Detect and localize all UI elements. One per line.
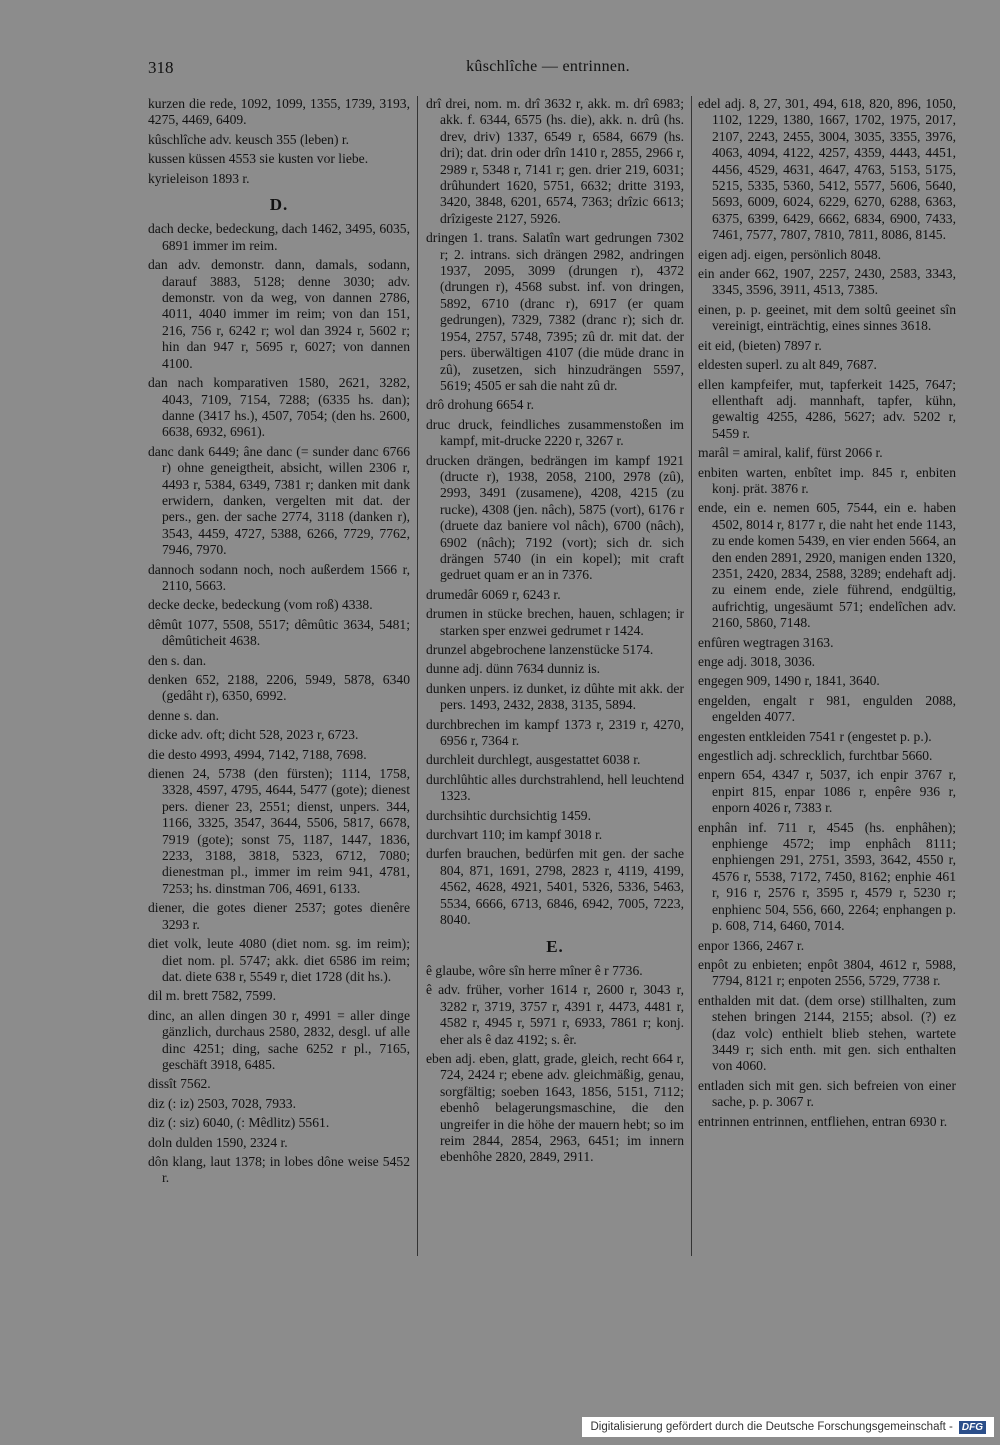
dictionary-entry: enthalden mit dat. (dem orse) stillhalten, zum stehen bringen 2144, 2155; absol. (?) ez (daz volc) enthielt blieb stehen, wartete 3449 r; sich enth. mit gen. sich enthalten von 4060. (698, 992, 956, 1074)
dictionary-entry: dinc, an allen dingen 30 r, 4991 = aller dinge gänzlich, durchaus 2580, 2832, desgl. uf alle dinc 4251; ding, sache 6252 r pl., 7165, geschäft 3918, 6485. (148, 1007, 410, 1072)
dictionary-entry: dissît 7562. (148, 1076, 211, 1092)
dictionary-entry: engesten entkleiden 7541 r (engestet p. p.). (698, 728, 932, 744)
dictionary-entry: drucken drängen, bedrängen im kampf 1921 (dructe r), 1938, 2058, 2100, 2978 (zû), 2993, 3491 (zusamene), 4208, 4215 (zu rucke), 4308 (jen. nâch), 5875 (vort), 6176 r (druete daz baniere vol nâch), 6700 (nâch), 6902 (nâch); 7192 (vort); sich dr. sich drängen 5740 (in ein kopel); mit craft gedruet quam er an in 7376. (426, 452, 684, 583)
dictionary-entry: ellen kampfeifer, mut, tapferkeit 1425, 7647; ellenthaft adj. mannhaft, tapfer, kühn, gewaltig 4255, 4286, 5627; adv. 5202 r, 5459 r. (698, 376, 956, 441)
dictionary-entry: drô drohung 6654 r. (426, 397, 534, 413)
dictionary-entry: dach decke, bedeckung, dach 1462, 3495, 6035, 6891 immer im reim. (148, 221, 410, 253)
dictionary-entry: enpôt zu enbieten; enpôt 3804, 4612 r, 5988, 7794, 8121 r; enpoten 2556, 5729, 7738 r. (698, 956, 956, 989)
dictionary-column-2 (426, 96, 684, 1169)
dictionary-entry: diener, die gotes diener 2537; gotes dienêre 3293 r. (148, 900, 410, 932)
dictionary-entry: eit eid, (bieten) 7897 r. (698, 337, 822, 353)
page-number: 318 (148, 58, 174, 77)
dictionary-entry: diz (: iz) 2503, 7028, 7933. (148, 1095, 296, 1111)
page-header (148, 58, 948, 80)
dictionary-entry: durchleit durchlegt, ausgestattet 6038 r. (426, 752, 641, 768)
dictionary-entry: dringen 1. trans. Salatîn wart gedrungen 7302 r; 2. intrans. sich drängen 2982, andringen 1937, 2095, 3099 (drungen r), 4372 (drungen r), 4568 subst. inf. von dringen, 5892, 6710 (dranc r), 6917 (er quam gedrungen), 7329, 7382 (dranc r); sich dr. 1954, 2757, 5748, 7395; zû dr. mit dat. der pers. überwältigen 4107 (die müde dranc in zû), zusetzen, sich hinzudrängen 5597, 5619; 4505 er sah die naht zû dr. (426, 230, 684, 393)
dictionary-entry: drumen in stücke brechen, hauen, schlagen; ir starken sper enzwei gedrumet r 1424. (426, 606, 684, 638)
dictionary-entry: durchlûhtic alles durchstrahlend, hell leuchtend 1323. (426, 771, 684, 804)
dictionary-entry: kussen küssen 4553 sie kusten vor liebe. (148, 151, 369, 167)
dictionary-entry: ê adv. früher, vorher 1614 r, 2600 r, 3043 r, 3282 r, 3719, 3757 r, 4391 r, 4473, 4481 r, 4582 r, 4945 r, 5971 r, 6933, 7861 r; konj. eher als ê daz 4192; s. êr. (426, 982, 684, 1047)
funding-footer (582, 1417, 994, 1437)
dictionary-entry: ê glaube, wôre sîn herre mîner ê r 7736. (426, 962, 643, 978)
dictionary-entry: kûschlîche adv. keusch 355 (leben) r. (148, 131, 350, 147)
dictionary-entry: kurzen die rede, 1092, 1099, 1355, 1739, 3193, 4275, 4469, 6409. (148, 96, 410, 128)
dictionary-entry: denne s. dan. (148, 707, 219, 723)
dictionary-entry: durchbrechen im kampf 1373 r, 2319 r, 4270, 6956 r, 7364 r. (426, 716, 684, 749)
dictionary-entry: durchvart 110; im kampf 3018 r. (426, 827, 603, 843)
dictionary-entry: dêmût 1077, 5508, 5517; dêmûtic 3634, 5481; dêmûticheit 4638. (148, 616, 410, 649)
dictionary-entry: entrinnen entrinnen, entfliehen, entran 6930 r. (698, 1113, 948, 1129)
dictionary-entry: enbiten warten, enbîtet imp. 845 r, enbiten konj. prät. 3876 r. (698, 464, 956, 496)
dictionary-entry: diet volk, leute 4080 (diet nom. sg. im reim); diet nom. pl. 5747; akk. diet 6586 im reim; dat. diete 638 r, 5549 r, diet 1728 (dit hs.). (148, 936, 410, 984)
dictionary-entry: kyrieleison 1893 r. (148, 170, 250, 186)
dictionary-entry: edel adj. 8, 27, 301, 494, 618, 820, 896, 1050, 1102, 1229, 1380, 1667, 1702, 1975, 2017, 2107, 2243, 2455, 3004, 3035, 3355, 3976, 4063, 4094, 4122, 4257, 4359, 4443, 4451, 4456, 4529, 4631, 4647, 4763, 5153, 5175, 5215, 5335, 5360, 5412, 5577, 5606, 5640, 5693, 6009, 6024, 6229, 6270, 6288, 6363, 6375, 6399, 6429, 6662, 6834, 6900, 7433, 7461, 7577, 7807, 7810, 7811, 8086, 8145. (698, 96, 956, 243)
dictionary-entry: enpor 1366, 2467 r. (698, 937, 805, 953)
dictionary-entry: den s. dan. (148, 652, 207, 668)
dictionary-entry: dunne adj. dünn 7634 dunniz is. (426, 661, 601, 677)
dictionary-entry: engestlich adj. schrecklich, furchtbar 5660. (698, 748, 933, 764)
dictionary-entry: ein ander 662, 1907, 2257, 2430, 2583, 3343, 3345, 3596, 3911, 4513, 7385. (698, 266, 956, 298)
dictionary-entry: engelden, engalt r 981, engulden 2088, engelden 4077. (698, 692, 956, 725)
dictionary-entry: doln dulden 1590, 2324 r. (148, 1134, 288, 1150)
dictionary-entry: drunzel abgebrochene lanzenstücke 5174. (426, 642, 654, 657)
dictionary-entry: enphân inf. 711 r, 4545 (hs. enphâhen); enphienge 4572; imp enphâch 8111; enphiengen 291, 2751, 3593, 3642, 4550 r, 4576 r, 5538, 7172, 7450, 8162; enphie 461 r, 916 r, 2576 r, 3595 r, 4579 r, 5230 r; enphienc 504, 556, 660, 2264; enphangen p. p. 608, 714, 6460, 7014. (698, 819, 956, 934)
dictionary-entry: entladen sich mit gen. sich befreien von einer sache, p. p. 3067 r. (698, 1077, 956, 1110)
dictionary-entry: dunken unpers. iz dunket, iz dûhte mit akk. der pers. 1493, 2432, 2838, 3135, 5894. (426, 680, 684, 713)
dictionary-entry: marâl = amiral, kalif, fürst 2066 r. (698, 445, 883, 461)
dictionary-entry: enpern 654, 4347 r, 5037, ich enpir 3767 r, enpirt 815, enpar 1086 r, enpêre 936 r, enporn 4026 r, 7383 r. (698, 767, 956, 816)
dictionary-entry: ende, ein e. nemen 605, 7544, ein e. haben 4502, 8014 r, 8177 r, die naht het ende 1143, zu ende komen 5439, en vier enden 5664, an den enden 2891, 2920, manigen enden 1320, 2351, 2420, 2834, 2588, 3289; endehaft adj. zu einem ende, ziele führend, endgültig, aufrichtig, ungesäumt 571; endelîchen adv. 2160, 5860, 7148. (698, 500, 956, 631)
letter-heading: D. (269, 195, 289, 215)
dictionary-entry: dôn klang, laut 1378; in lobes dône weise 5452 r. (148, 1153, 410, 1186)
dictionary-entry: dicke adv. oft; dicht 528, 2023 r, 6723. (148, 727, 359, 743)
dictionary-entry: eigen adj. eigen, persönlich 8048. (698, 246, 882, 262)
dictionary-entry: druc druck, feindliches zusammenstoßen im kampf, mit-drucke 2220 r, 3267 r. (426, 416, 684, 449)
dictionary-entry: enge adj. 3018, 3036. (698, 654, 816, 669)
dictionary-entry: dan nach komparativen 1580, 2621, 3282, 4043, 7109, 7154, 7288; (6335 hs. dan); danne (3417 hs.), 4507, 7054; (den hs. 2600, 6638, 6932, 6961). (148, 375, 410, 440)
dictionary-entry: durfen brauchen, bedürfen mit gen. der sache 804, 871, 1691, 2798, 2823 r, 4119, 4199, 4562, 4628, 4921, 5401, 5326, 5336, 5463, 5534, 6666, 6713, 6846, 6942, 7005, 7223, 8040. (426, 846, 684, 928)
dictionary-entry: die desto 4993, 4994, 7142, 7188, 7698. (148, 746, 367, 762)
column-rule (691, 96, 692, 1256)
dictionary-entry: decke decke, bedeckung (vom roß) 4338. (148, 597, 373, 613)
dfg-logo: DFG (959, 1421, 986, 1434)
dictionary-entry: dienen 24, 5738 (den fürsten); 1114, 1758, 3328, 4597, 4795, 4644, 5477 (gote); dienest pers. diener 23, 2551; dienst, unpers. 344, 1166, 3325, 3547, 3644, 5506, 5817, 6678, 7919 (gote); sonst 75, 1187, 1447, 1836, 2233, 3188, 3818, 5323, 6712, 7080; dienestman pl., immer im reim 941, 4781, 7253; hs. dinstman 706, 4691, 6133. (148, 766, 410, 896)
footer-text: Digitalisierung gefördert durch die Deutsche Forschungsgemeinschaft - (590, 1421, 953, 1433)
dictionary-entry: dan adv. demonstr. dann, damals, sodann, darauf 3883, 5128; denne 3030; adv. demonstr. von da weg, von dannen 2786, 4011, 4040 immer im reim; von dan 151, 216, 756 r, 6242 r; wol dan 3924 r, 5602 r; hin dan 947 r, 5695 r, 6027; von dannen 4100. (148, 257, 410, 371)
dictionary-entry: dil m. brett 7582, 7599. (148, 988, 276, 1004)
dictionary-entry: diz (: siz) 6040, (: Mêdlitz) 5561. (148, 1115, 330, 1131)
running-head: kûschlîche — entrinnen. (466, 58, 630, 75)
dictionary-entry: durchsihtic durchsichtig 1459. (426, 807, 591, 823)
dictionary-entry: engegen 909, 1490 r, 1841, 3640. (698, 673, 880, 689)
dictionary-entry: einen, p. p. geeinet, mit dem soltû geeinet sîn vereinigt, einträchtig, eines sinnes 3618. (698, 301, 956, 334)
dictionary-entry: danc dank 6449; âne danc (= sunder danc 6766 r) ohne geneigtheit, absicht, willen 2306 r, 4493 r, 5384, 6349, 7381 r; danken mit dank erwidern, danken, vergelten mit dat. der pers., gen. der sache 2774, 3118 (danken r), 3543, 4459, 4727, 5388, 6266, 7729, 7762, 7946, 7970. (148, 443, 410, 558)
column-rule (417, 96, 418, 1256)
dictionary-entry: drumedâr 6069 r, 6243 r. (426, 586, 561, 602)
dictionary-entry: eldesten superl. zu alt 849, 7687. (698, 357, 877, 373)
dictionary-entry: eben adj. eben, glatt, grade, gleich, recht 664 r, 724, 2424 r; ebene adv. gleichmäßig, genau, sorgfältig; soeben 1643, 1856, 5151, 7112; ebenhô belagerungsmaschine, die den ungreifer in die höhe der mauern hebt; so im reim 2844, 2854, 2963, 6451; im innern ebenhôhe 2820, 2849, 2911. (426, 1050, 684, 1165)
dictionary-column-1 (148, 96, 410, 1190)
dictionary-column-3 (698, 96, 956, 1133)
dictionary-entry: dannoch sodann noch, noch außerdem 1566 r, 2110, 5663. (148, 561, 410, 593)
letter-heading: E. (546, 936, 564, 956)
dictionary-entry: enfûren wegtragen 3163. (698, 634, 834, 650)
dictionary-entry: denken 652, 2188, 2206, 5949, 5878, 6340 (gedâht r), 6350, 6992. (148, 672, 410, 704)
dictionary-entry: drî drei, nom. m. drî 3632 r, akk. m. drî 6983; akk. f. 6344, 6575 (hs. die), akk. n. drû (hs. drev, driv) 1337, 6549 r, 6584, 6679 (hs. dri); dat. drin oder drîn 1410 r, 2855, 2966 r, 2989 r, 5348 r, 7141 r; gen. drier 219, 6031; drûhundert 1620, 5751, 6632; dritte 3193, 3420, 3848, 6201, 6574, 7363; drîzic 6613; drîzigeste 2127, 5926. (426, 96, 684, 226)
